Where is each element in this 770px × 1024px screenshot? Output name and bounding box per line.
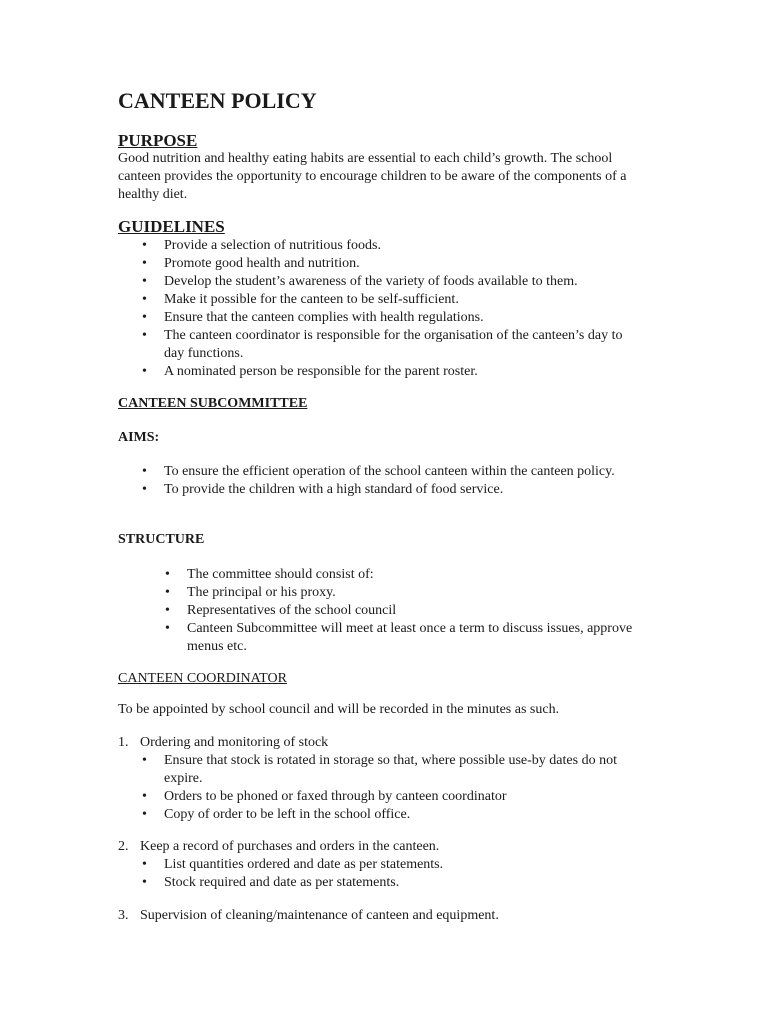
list-item: • Orders to be phoned or faxed through by canteen coordinator [140,788,650,806]
list-item: • Ensure that the canteen complies with health regulations. [140,309,640,327]
duty-2 [118,838,439,856]
list-item: • Stock required and date as per statements. [140,874,650,892]
duty-label: Ordering and monitoring of stock [140,735,329,750]
document-title: CANTEEN POLICY [118,88,317,113]
list-item: • To ensure the efficient operation of the school canteen within the canteen policy. [140,463,630,481]
structure-heading: STRUCTURE [118,532,205,547]
coordinator-intro: To be appointed by school council and will be recorded in the minutes as such. [118,702,560,717]
list-item: • Make it possible for the canteen to be self-sufficient. [140,291,640,309]
duty-2-list [140,856,650,892]
list-item: • Representatives of the school council [163,602,633,620]
list-item: • Develop the student’s awareness of the variety of foods available to them. [140,273,640,291]
duty-label: Keep a record of purchases and orders in the canteen. [140,839,440,854]
list-item: • A nominated person be responsible for the parent roster. [140,363,640,381]
guidelines-heading: GUIDELINES [118,217,225,236]
list-item: • Promote good health and nutrition. [140,255,640,273]
subcommittee-heading: CANTEEN SUBCOMMITTEE [118,396,308,411]
aims-list [140,463,630,499]
duty-number: 3. [118,908,129,923]
list-item: • The principal or his proxy. [163,584,633,602]
duty-number: 2. [118,839,129,854]
coordinator-heading: CANTEEN COORDINATOR [118,671,287,686]
list-item: • Provide a selection of nutritious foods. [140,237,640,255]
list-item: • Copy of order to be left in the school office. [140,806,650,824]
duty-3 [118,907,499,925]
duty-number: 1. [118,735,129,750]
structure-list [163,566,633,656]
list-item: • To provide the children with a high standard of food service. [140,481,630,499]
purpose-heading: PURPOSE [118,131,198,150]
list-item: • Canteen Subcommittee will meet at least once a term to discuss issues, approve menus etc. [163,620,633,656]
purpose-text: Good nutrition and healthy eating habits are essential to each child’s growth. The school canteen provides the opportunity to encourage children to be aware of the components of a healthy diet. [118,151,627,202]
duty-label: Supervision of cleaning/maintenance of canteen and equipment. [140,908,499,923]
duty-1-list [140,752,650,824]
list-item: • Ensure that stock is rotated in storage so that, where possible use-by dates do not expire. [140,752,650,788]
duty-1 [118,734,328,752]
aims-heading: AIMS: [118,430,160,445]
list-item: • The canteen coordinator is responsible for the organisation of the canteen’s day to day functions. [140,327,640,363]
list-item: • The committee should consist of: [163,566,633,584]
guidelines-list [140,237,640,381]
list-item: • List quantities ordered and date as per statements. [140,856,650,874]
